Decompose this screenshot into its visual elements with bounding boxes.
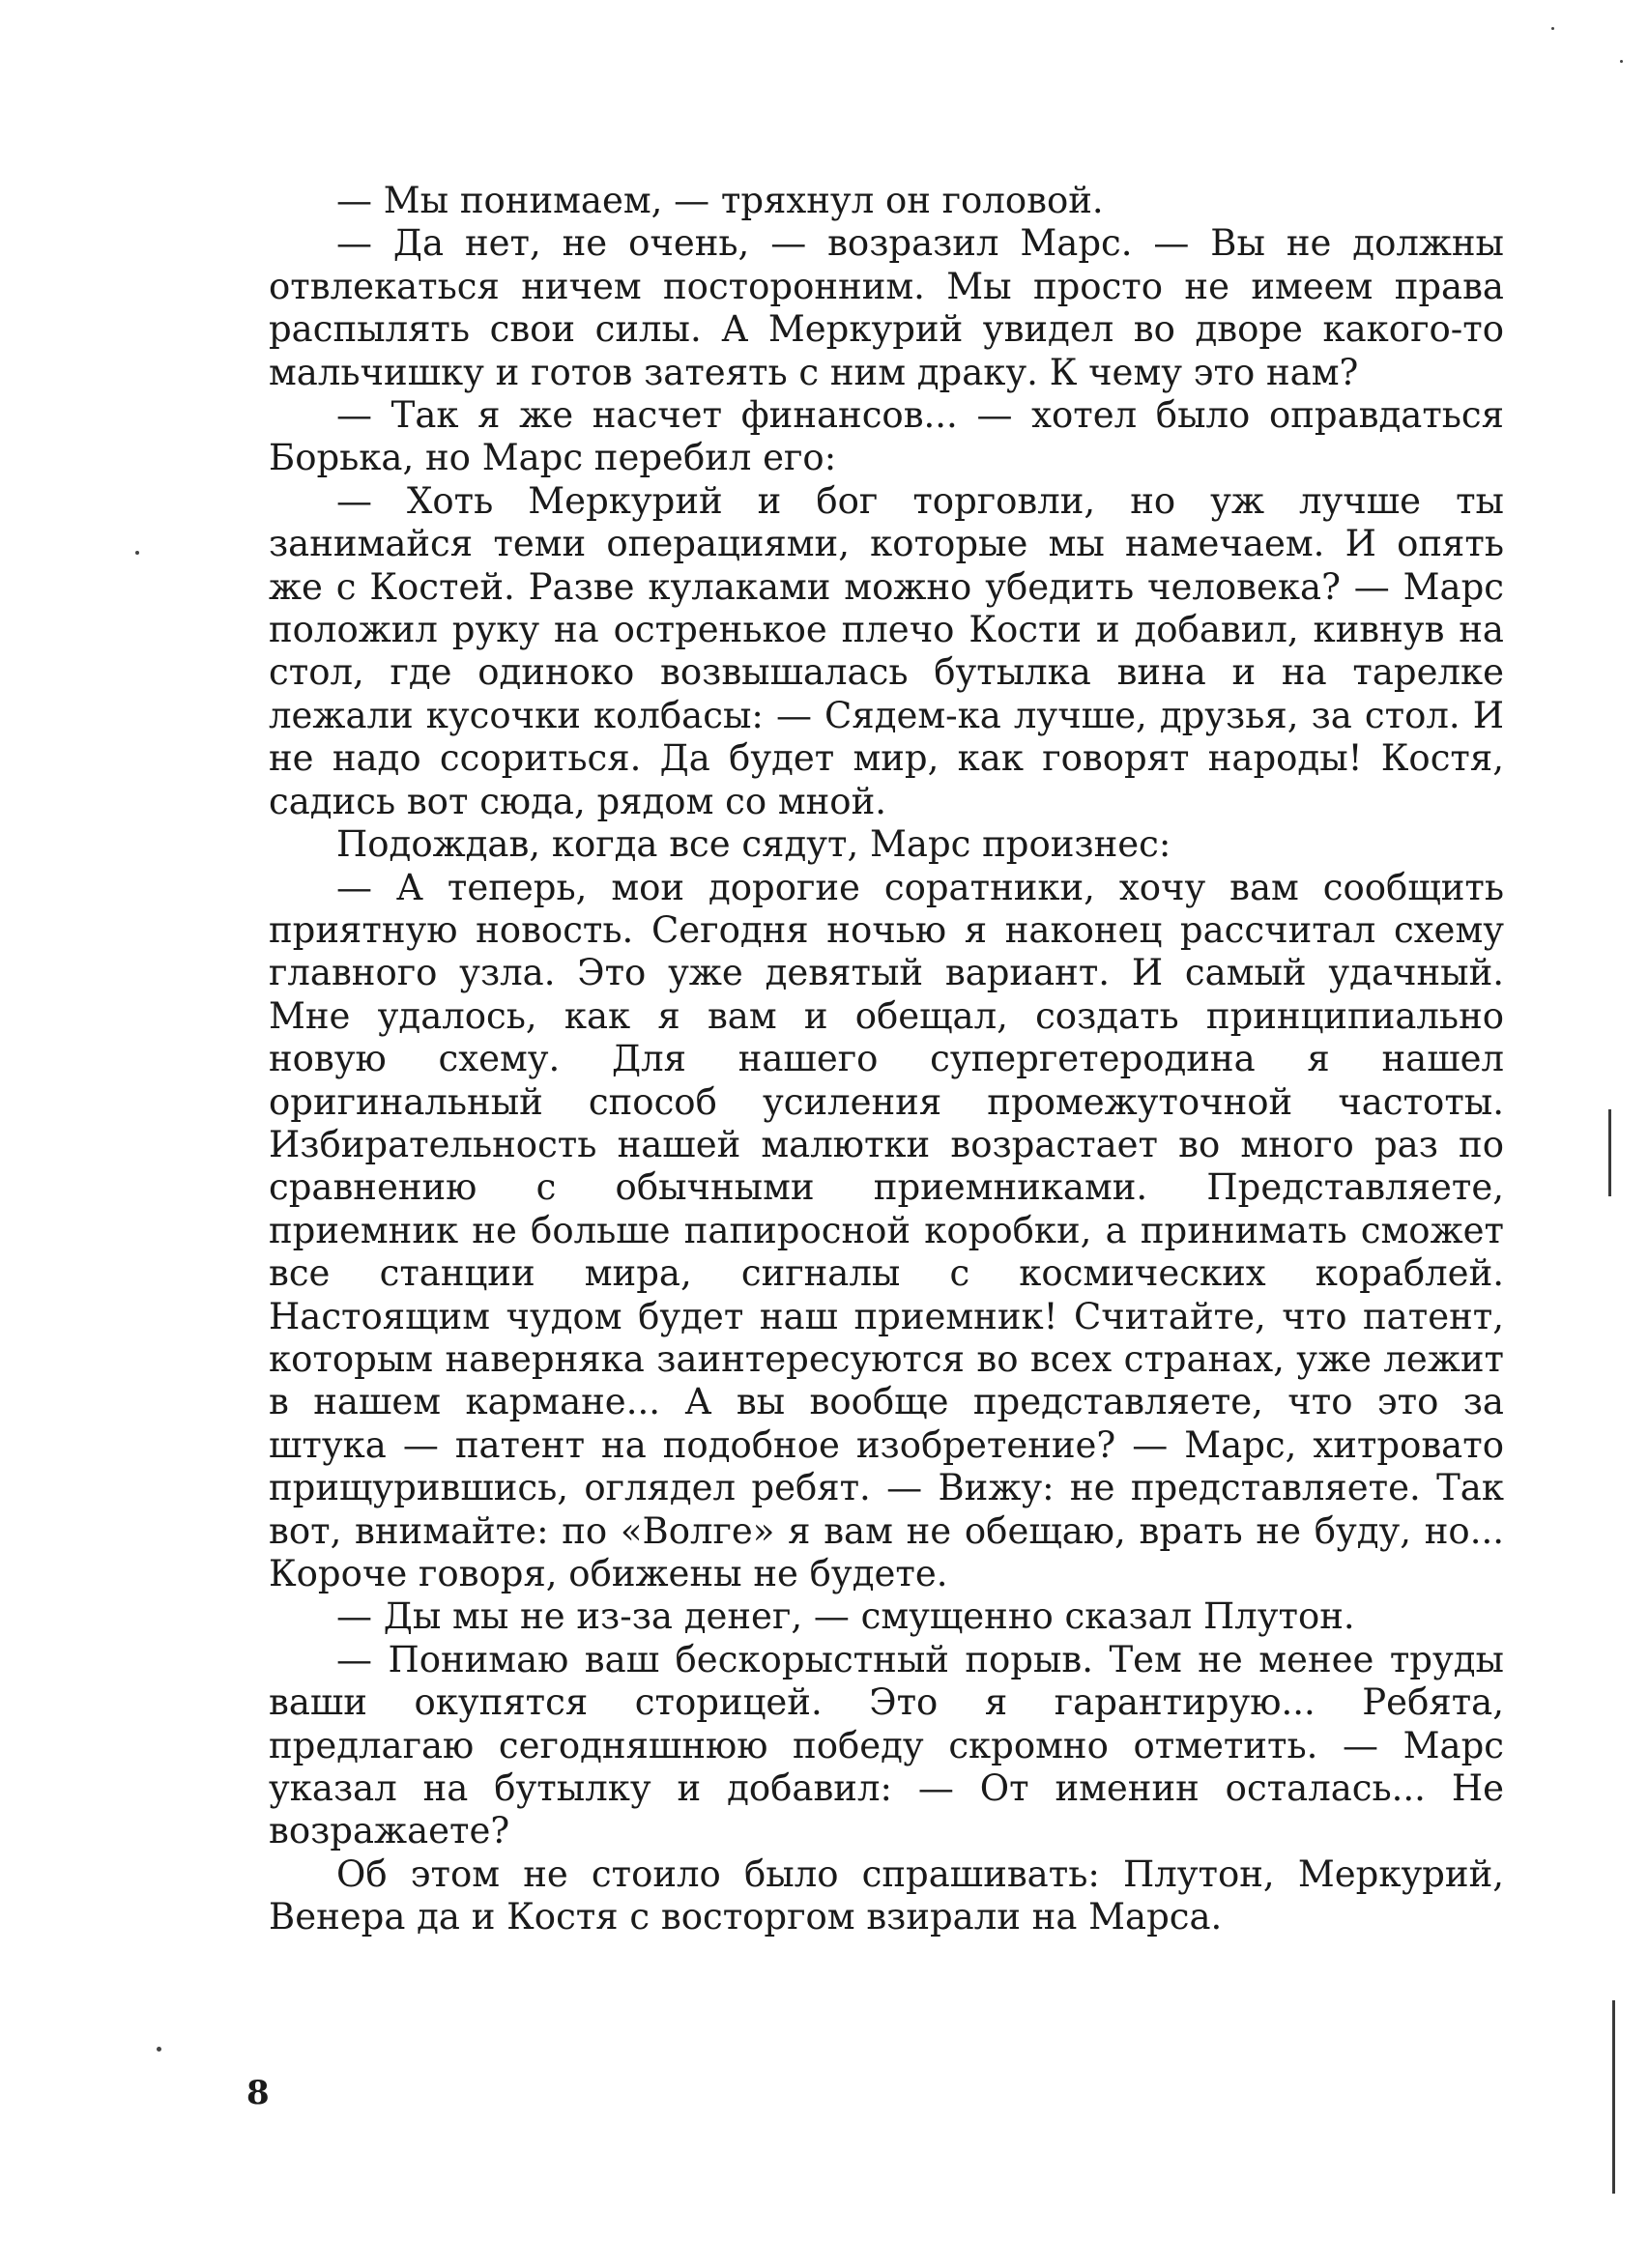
scan-speck xyxy=(135,551,139,555)
body-text xyxy=(269,180,1504,1939)
scan-speck xyxy=(157,2047,161,2052)
scan-speck xyxy=(1551,27,1554,30)
paragraph: — Понимаю ваш бескорыстный порыв. Тем не менее труды ваши окупятся сторицей. Это я гарантирую... Ребята, предлагаю сегодняшнюю победу скромно отметить. — Марс указал на бутылку и добавил: — От именин осталась... Не возражаете? xyxy=(269,1638,1504,1852)
paragraph: — Хоть Меркурий и бог торговли, но уж лучше ты занимайся теми операциями, которые мы намечаем. И опять же с Костей. Разве кулаками можно убедить человека? — Марс положил руку на остренькое плечо Кости и добавил, кивнув на стол, где одиноко возвышалась бутылка вина и на тарелке лежали кусочки колбасы: — Сядем-ка лучше, друзья, за стол. И не надо ссориться. Да будет мир, как говорят народы! Костя, садись вот сюда, рядом со мной. xyxy=(269,479,1504,822)
paragraph: — Да нет, не очень, — возразил Марс. — Вы не должны отвлекаться ничем посторонним. Мы просто не имеем права распылять свои силы. А Меркурий увидел во дворе какого-то мальчишку и готов затеять с ним драку. К чему это нам? xyxy=(269,222,1504,393)
paragraph: — А теперь, мои дорогие соратники, хочу вам сообщить приятную новость. Сегодня ночью я наконец рассчитал схему главного узла. Это уже девятый вариант. И самый удачный. Мне удалось, как я вам и обещал, создать принципиально новую схему. Для нашего супергетеродина я нашел оригинальный способ усиления промежуточной частоты. Избирательность нашей малютки возрастает во много раз по сравнению с обычными приемниками. Представляете, приемник не больше папиросной коробки, а принимать сможет все станции мира, сигналы с космических кораблей. Настоящим чудом будет наш приемник! Считайте, что патент, которым наверняка заинтересуются во всех странах, уже лежит в нашем кармане... А вы вообще представляете, что это за штука — патент на подобное изобретение? — Марс, хитровато прищурившись, оглядел ребят. — Вижу: не представляете. Так вот, внимайте: по «Волге» я вам не обещаю, врать не буду, но... Короче говоря, обижены не будете. xyxy=(269,866,1504,1594)
scan-speck xyxy=(1620,60,1623,63)
scan-edge-line xyxy=(1612,2000,1615,2194)
scan-edge-line xyxy=(1608,1109,1611,1196)
paragraph: — Мы понимаем, — тряхнул он головой. xyxy=(336,180,1104,221)
paragraph: Подождав, когда все сядут, Марс произнес: xyxy=(336,823,1171,866)
paragraph: Об этом не стоило было спрашивать: Плутон, Меркурий, Венера да и Костя с восторгом взирали на Марса. xyxy=(269,1852,1504,1938)
paragraph: — Так я же насчет финансов... — хотел было оправдаться Борька, но Марс перебил его: xyxy=(269,394,1504,479)
paragraph: — Ды мы не из-за денег, — смущенно сказал Плутон. xyxy=(336,1595,1355,1638)
page-number: 8 xyxy=(246,2074,270,2112)
